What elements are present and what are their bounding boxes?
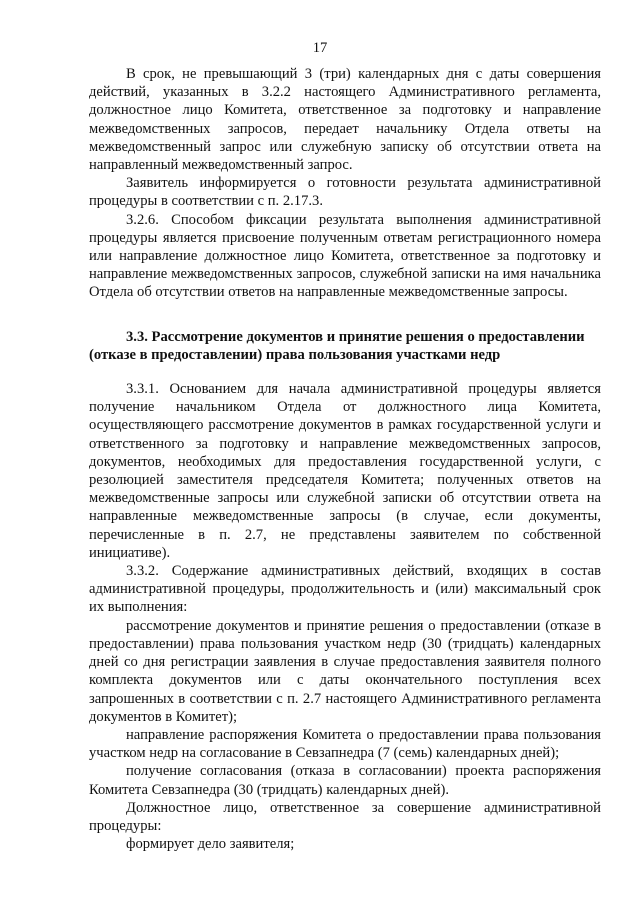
paragraph-applicant-informed: Заявитель информируется о готовности результата административной процедуры в соответствии с п. 2.17.3. (89, 175, 601, 210)
list-item-send-for-approval: направление распоряжения Комитета о предоставлении права пользования участком недр на согласование в Севзапнедра (7 (семь) календарных дней); (89, 726, 601, 762)
paragraph-3-2-6: 3.2.6. Способом фиксации результата выполнения административной процедуры является присвоение полученным ответам регистрационного номера или направление должностное лицо Комитета, ответственное за подготовку и направление межведомственных запросов, служебной записки на имя начальника Отдела об отсутствии ответов на направленные межведомственные запросы. (89, 211, 601, 301)
paragraph-responsible-official: Должностное лицо, ответственное за совершение административной процедуры: (89, 799, 601, 834)
document-body (89, 65, 601, 853)
section-heading-3-3: 3.3. Рассмотрение документов и принятие решения о предоставлении (отказе в предоставлении) права пользования участками недр (89, 328, 585, 363)
page-number: 17 (312, 40, 328, 56)
list-item-receive-approval: получение согласования (отказа в согласовании) проекта распоряжения Комитета Севзапнедра (30 (тридцать) календарных дней). (89, 763, 601, 798)
paragraph-response-deadline: В срок, не превышающий 3 (три) календарных дня с даты совершения действий, указанных в 3.2.2 настоящего Административного регламента, должностное лицо Комитета, ответственное за подготовку и направление межведомственных запросов, передает начальнику Отдела ответы на межведомственный запрос или служебную записку об отсутствии ответа на направленный межведомственный запрос. (89, 66, 601, 174)
paragraph-3-3-1: 3.3.1. Основанием для начала административной процедуры является получение начальником Отдела от должностного лица Комитета, осуществляющего рассмотрение документов в рамках государственной услуги и ответственного за подготовку и направление межведомственных запросов, документов, необходимых для предоставления государственной услуги, с резолюцией заместителя председателя Комитета; полученных ответов на межведомственные запросы или служебной записки об отсутствии ответа на направленные межведомственные запросы (в случае, если документы, перечисленные в п. 2.7, не представлены заявителем по собственной инициативе). (89, 381, 601, 561)
paragraph-3-3-2: 3.3.2. Содержание административных действий, входящих в состав административной процедуры, продолжительность и (или) максимальный срок их выполнения: (89, 563, 601, 616)
list-item-form-file: формирует дело заявителя; (126, 836, 295, 853)
list-item-review-documents: рассмотрение документов и принятие решения о предоставлении (отказе в предоставлении) права пользования участком недр (30 (тридцать) календарных дней со дня регистрации заявления в случае предоставления заявителя полного комплекта документов или с даты окончательного поступления всех запрошенных в соответствии с п. 2.7 настоящего Административного регламента документов в Комитет); (89, 617, 601, 725)
